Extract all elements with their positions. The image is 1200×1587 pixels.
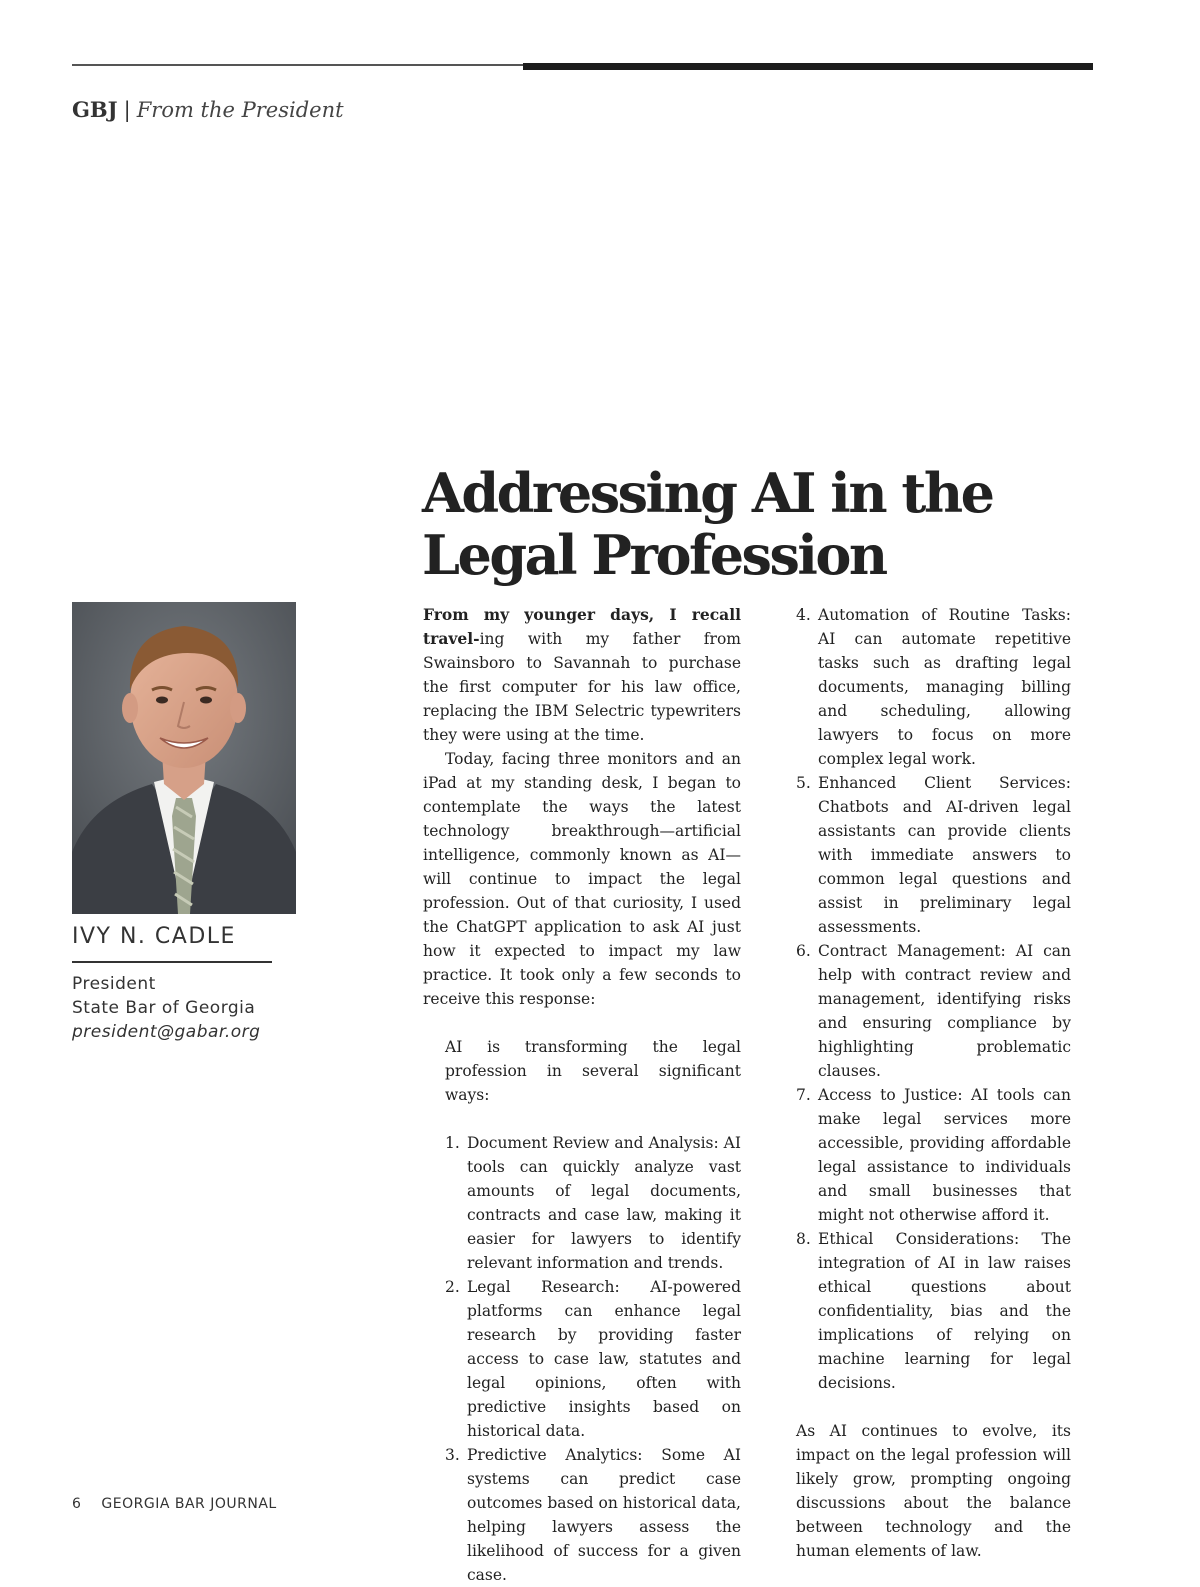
list-item bbox=[445, 1443, 741, 1587]
publication-abbrev: GBJ bbox=[72, 97, 118, 122]
list-item bbox=[445, 1131, 741, 1275]
list-number: 5. bbox=[796, 774, 811, 792]
list-number: 8. bbox=[796, 1230, 811, 1248]
list-text: Contract Management: AI can help with contract review and management, identifying risks and ensuring compliance by highlighting problematic clauses. bbox=[818, 942, 1071, 1080]
article-column-2 bbox=[796, 603, 1071, 1563]
list-item bbox=[796, 939, 1071, 1083]
list-number: 7. bbox=[796, 1086, 811, 1104]
ai-quote-intro: AI is transforming the legal profession in several significant ways: bbox=[445, 1038, 741, 1104]
list-text: Ethical Considerations: The integration of AI in law raises ethical questions about confidentiality, bias and the implications of relying on machine learning for legal decisions. bbox=[818, 1230, 1071, 1392]
author-name: IVY N. CADLE bbox=[72, 924, 236, 949]
section-header bbox=[72, 97, 344, 122]
list-number: 3. bbox=[445, 1446, 460, 1464]
list-text: Automation of Routine Tasks: AI can automate repetitive tasks such as drafting legal documents, managing billing and scheduling, allowing lawyers to focus on more complex legal work. bbox=[818, 606, 1071, 768]
list-item bbox=[796, 771, 1071, 939]
top-rule-thin bbox=[72, 64, 524, 66]
article-column-1 bbox=[423, 603, 741, 1587]
lead-in: From my younger days, I recall travel- bbox=[423, 605, 741, 648]
list-text: Access to Justice: AI tools can make legal services more accessible, providing affordable legal assistance to individuals and small businesses that might not otherwise afford it. bbox=[818, 1086, 1071, 1224]
closing-paragraph: As AI continues to evolve, its impact on the legal profession will likely grow, prompting ongoing discussions about the balance between technology and the human elements of law. bbox=[796, 1422, 1071, 1560]
list-number: 1. bbox=[445, 1134, 460, 1152]
list-number: 2. bbox=[445, 1278, 460, 1296]
page-footer bbox=[72, 1496, 277, 1512]
opening-paragraph-rest: ing with my father from Swainsboro to Savannah to purchase the first computer for his law office, replacing the IBM Selectric typewriters they were using at the time. bbox=[423, 630, 741, 744]
publication-name: GEORGIA BAR JOURNAL bbox=[101, 1496, 277, 1512]
list-item bbox=[796, 1227, 1071, 1395]
second-paragraph: Today, facing three monitors and an iPad at my standing desk, I began to contemplate the ways the latest technology breakthrough—artificial intelligence, commonly known as AI—will continue to impact the legal profession. Out of that curiosity, I used the ChatGPT application to ask AI just how it expected to impact my law practice. It took only a few seconds to receive this response: bbox=[423, 750, 741, 1008]
top-rule-thick bbox=[523, 63, 1093, 70]
author-divider bbox=[72, 961, 272, 963]
list-text: Enhanced Client Services: Chatbots and AI-driven legal assistants can provide clients with immediate answers to common legal questions and assist in preliminary legal assessments. bbox=[818, 774, 1071, 936]
list-text: Legal Research: AI-powered platforms can enhance legal research by providing faster access to case law, statutes and legal opinions, often with predictive insights based on historical data. bbox=[467, 1278, 741, 1440]
author-organization: State Bar of Georgia bbox=[72, 998, 256, 1018]
opening-paragraph bbox=[423, 603, 741, 747]
list-item bbox=[445, 1275, 741, 1443]
section-name: From the President bbox=[136, 98, 344, 122]
list-item bbox=[796, 1083, 1071, 1227]
author-email[interactable]: president@gabar.org bbox=[72, 1022, 261, 1042]
author-info bbox=[72, 972, 260, 1044]
author-photo bbox=[72, 602, 296, 914]
author-role: President bbox=[72, 974, 156, 994]
list-item bbox=[796, 603, 1071, 771]
list-number: 6. bbox=[796, 942, 811, 960]
ai-list-part-2 bbox=[796, 603, 1071, 1395]
list-text: Document Review and Analysis: AI tools can quickly analyze vast amounts of legal documents, contracts and case law, making it easier for lawyers to identify relevant information and trends. bbox=[467, 1134, 741, 1272]
list-number: 4. bbox=[796, 606, 811, 624]
article-title: Addressing AI in the Legal Profession bbox=[422, 461, 993, 587]
page-number: 6 bbox=[72, 1496, 82, 1512]
list-text: Predictive Analytics: Some AI systems can predict case outcomes based on historical data, helping lawyers assess the likelihood of success for a given case. bbox=[467, 1446, 741, 1584]
ai-list-part-1 bbox=[445, 1131, 741, 1587]
header-separator: | bbox=[123, 98, 131, 122]
